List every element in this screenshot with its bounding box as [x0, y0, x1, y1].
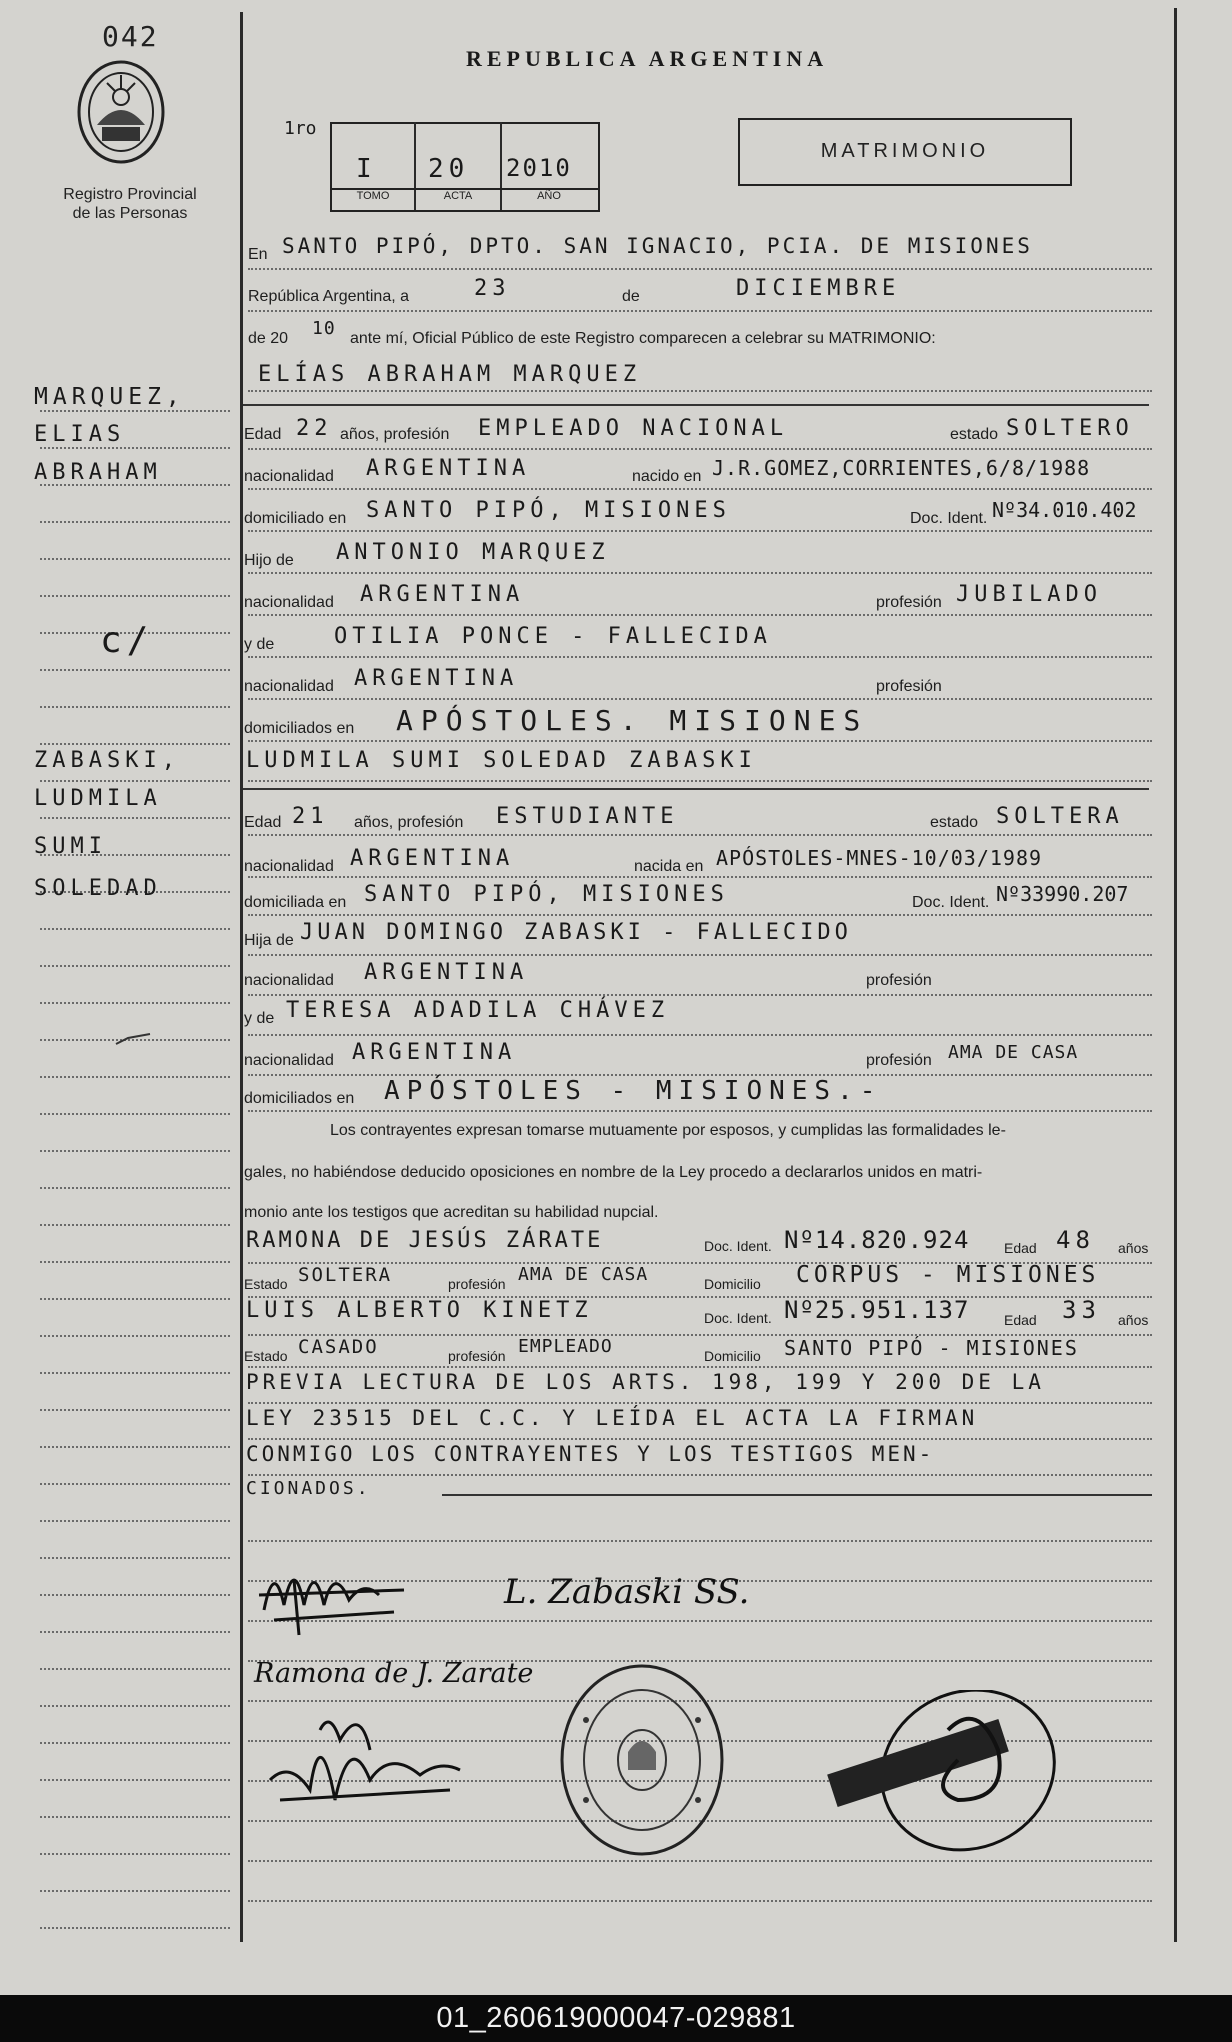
margin-bride-name1: LUDMILA	[34, 786, 162, 811]
margin-rule-line	[40, 928, 230, 930]
body-rule-line	[248, 954, 1152, 956]
groom-mother-nac-label: nacionalidad	[244, 678, 334, 695]
witness1-edad-label: Edad	[1004, 1240, 1037, 1256]
closing-line1: PREVIA LECTURA DE LOS ARTS. 198, 199 Y 200 DE LA	[246, 1370, 1045, 1394]
witness1-domicilio-label: Domicilio	[704, 1276, 761, 1292]
declaration-line2: gales, no habiéndose deducido oposiciones en nombre de la Ley procedo a declararlos unidos en matri-	[244, 1164, 983, 1181]
witness2-doc-label: Doc. Ident.	[704, 1310, 772, 1326]
margin-rule-line	[40, 521, 230, 523]
margin-rule-line	[40, 595, 230, 597]
margin-rule-line	[40, 1409, 230, 1411]
margin-rule-line	[40, 1261, 230, 1263]
groom-estado-label: estado	[950, 426, 999, 443]
bride-mother-profession: AMA DE CASA	[948, 1042, 1079, 1063]
groom-parents-domic-label: domiciliados en	[244, 720, 355, 737]
body-rule-line	[248, 572, 1152, 574]
bride-nac-label: nacionalidad	[244, 858, 334, 875]
margin-bride-name3: SOLEDAD	[34, 876, 162, 901]
month: DICIEMBRE	[736, 276, 901, 301]
margin-rule-line	[40, 780, 230, 782]
bride-father-prof-label: profesión	[866, 972, 932, 989]
witness1-status: SOLTERA	[298, 1264, 393, 1286]
body-rule-line	[248, 530, 1152, 532]
bride-signature: L. Zabaski SS.	[504, 1572, 750, 1612]
year-suffix: 10	[312, 318, 336, 339]
groom-father-label: Hijo de	[244, 552, 294, 569]
closing-dash	[442, 1494, 1152, 1496]
body-rule-line	[248, 1540, 1152, 1542]
registry-name-line2: de las Personas	[72, 205, 188, 222]
country-title: REPUBLICA ARGENTINA	[466, 46, 829, 71]
witness2-edad-label: Edad	[1004, 1312, 1037, 1328]
bride-parents-address: APÓSTOLES - MISIONES.-	[384, 1076, 883, 1106]
tomo-value: I	[356, 154, 377, 184]
margin-groom-surname: MARQUEZ,	[34, 384, 185, 410]
groom-father-nac-label: nacionalidad	[244, 594, 334, 611]
witness2-status: CASADO	[298, 1336, 379, 1358]
ante-text: ante mí, Oficial Público de este Registro comparecen a celebrar su MATRIMONIO:	[350, 330, 936, 347]
margin-rule-line	[40, 1705, 230, 1707]
declaration-line3: monio ante los testigos que acreditan su habilidad nupcial.	[244, 1204, 659, 1221]
bride-full-name: LUDMILA SUMI SOLEDAD ZABASKI	[246, 748, 757, 773]
margin-rule-line	[40, 669, 230, 671]
official-round-stamp-icon	[556, 1660, 728, 1860]
bride-birth: APÓSTOLES-MNES-10/03/1989	[716, 846, 1043, 870]
day: 23	[474, 276, 511, 301]
bride-father-nationality: ARGENTINA	[364, 960, 529, 985]
margin-rule-line	[40, 1372, 230, 1374]
groom-nationality: ARGENTINA	[366, 456, 531, 481]
body-rule-line	[248, 1402, 1152, 1404]
year-prefix: de 20	[248, 330, 289, 347]
body-rule-line	[248, 656, 1152, 658]
witness1-domicile: CORPUS - MISIONES	[796, 1262, 1100, 1288]
bride-father-label: Hija de	[244, 932, 294, 949]
margin-rule-line	[40, 1779, 230, 1781]
bride-mother-label: y de	[244, 1010, 275, 1027]
section-divider-groom	[243, 404, 1149, 406]
margin-rule-line	[40, 1594, 230, 1596]
acta-label: ACTA	[443, 190, 473, 202]
right-margin-rule	[1174, 8, 1177, 1942]
bride-father: JUAN DOMINGO ZABASKI - FALLECIDO	[300, 920, 852, 945]
section-divider-bride	[243, 788, 1149, 790]
witness2-domicilio-label: Domicilio	[704, 1348, 761, 1364]
margin-rule-line	[40, 1113, 230, 1115]
body-rule-line	[248, 448, 1152, 450]
groom-signature-icon	[254, 1550, 414, 1650]
margin-rule-line	[40, 1446, 230, 1448]
body-rule-line	[248, 780, 1152, 782]
margin-rule-line	[40, 965, 230, 967]
body-rule-line	[248, 614, 1152, 616]
witness2-domicile: SANTO PIPÓ - MISIONES	[784, 1336, 1079, 1360]
groom-address: SANTO PIPÓ, MISIONES	[366, 498, 731, 523]
groom-father: ANTONIO MARQUEZ	[336, 540, 610, 565]
margin-rule-line	[40, 706, 230, 708]
groom-mother: OTILIA PONCE - FALLECIDA	[334, 624, 772, 649]
page-number: 042	[102, 20, 159, 53]
official-signature-stamp-icon	[808, 1690, 1078, 1860]
bride-profession: ESTUDIANTE	[496, 804, 679, 829]
groom-father-nationality: ARGENTINA	[360, 582, 525, 607]
margin-rule-line	[40, 1668, 230, 1670]
groom-nacido-label: nacido en	[632, 468, 702, 485]
act-type: MATRIMONIO	[820, 140, 990, 162]
margin-groom-name1: ELIAS	[34, 422, 126, 447]
margin-rule-line	[40, 1187, 230, 1189]
bride-nacida-label: nacida en	[634, 858, 704, 875]
declaration-line1: Los contrayentes expresan tomarse mutuamente por esposos, y cumplidas las formalidades le-	[330, 1122, 1006, 1139]
groom-anos-prof-label: años, profesión	[340, 426, 450, 443]
bride-age: 21	[292, 804, 329, 829]
margin-rule-line	[40, 1483, 230, 1485]
de-label: de	[622, 288, 640, 305]
groom-domic-label: domiciliado en	[244, 510, 347, 527]
margin-rule-line	[40, 1335, 230, 1337]
bride-status: SOLTERA	[996, 804, 1124, 829]
closing-line2: LEY 23515 DEL C.C. Y LEÍDA EL ACTA LA FIRMAN	[246, 1406, 979, 1430]
witness1-age: 48	[1056, 1226, 1095, 1254]
bride-mother-nac-label: nacionalidad	[244, 1052, 334, 1069]
bride-domic-label: domiciliada en	[244, 894, 347, 911]
groom-birth: J.R.GOMEZ,CORRIENTES,6/8/1988	[712, 456, 1091, 480]
margin-rule-line	[40, 1742, 230, 1744]
groom-father-profession: JUBILADO	[956, 582, 1102, 607]
bride-doc: Nº33990.207	[996, 882, 1129, 906]
body-rule-line	[248, 1900, 1152, 1902]
ano-value: 2010	[506, 154, 572, 182]
margin-rule-line	[40, 1927, 230, 1929]
bride-parents-domic-label: domiciliados en	[244, 1090, 355, 1107]
margin-rule-line	[40, 1890, 230, 1892]
witness2-estado-label: Estado	[244, 1348, 288, 1364]
barcode-id-footer: 01_260619000047-029881	[0, 1995, 1232, 2042]
margin-bride-surname: ZABASKI,	[34, 748, 180, 773]
groom-mother-label: y de	[244, 636, 275, 653]
groom-doc: Nº34.010.402	[992, 498, 1137, 522]
body-rule-line	[248, 994, 1152, 996]
groom-mother-nationality: ARGENTINA	[354, 666, 519, 691]
body-rule-line	[248, 834, 1152, 836]
witness2-name: LUIS ALBERTO KINETZ	[246, 1298, 593, 1323]
body-rule-line	[248, 1860, 1152, 1862]
margin-groom-name2: ABRAHAM	[34, 460, 162, 485]
republica-label: República Argentina, a	[248, 288, 409, 305]
body-rule-line	[248, 390, 1152, 392]
ano-label: AÑO	[537, 190, 561, 202]
margin-rule-line	[40, 1557, 230, 1559]
margin-rule-line	[40, 1520, 230, 1522]
body-rule-line	[248, 698, 1152, 700]
registry-name-line1: Registro Provincial	[63, 186, 197, 203]
closing-line4: CIONADOS.	[246, 1478, 371, 1499]
witness1-profession: AMA DE CASA	[518, 1264, 649, 1285]
body-rule-line	[248, 268, 1152, 270]
body-rule-line	[248, 914, 1152, 916]
witness1-name: RAMONA DE JESÚS ZÁRATE	[246, 1228, 604, 1253]
groom-age: 22	[296, 416, 333, 441]
witness2-anos-label: años	[1118, 1312, 1149, 1328]
body-rule-line	[248, 876, 1152, 878]
margin-bride-name2: SUMI	[34, 834, 107, 859]
bride-mother: TERESA ADADILA CHÁVEZ	[286, 998, 670, 1023]
tomo-label: TOMO	[356, 190, 390, 202]
bride-edad-label: Edad	[244, 814, 282, 831]
body-rule-line	[248, 1474, 1152, 1476]
bride-father-nac-label: nacionalidad	[244, 972, 334, 989]
body-rule-line	[248, 1366, 1152, 1368]
margin-rule-line	[40, 817, 230, 819]
body-rule-line	[248, 1438, 1152, 1440]
margin-rule-line	[40, 410, 230, 412]
bride-nationality: ARGENTINA	[350, 846, 515, 871]
bride-estado-label: estado	[930, 814, 979, 831]
left-margin-rule	[240, 12, 243, 1942]
witness2-signature-icon	[260, 1700, 480, 1830]
groom-full-name: ELÍAS ABRAHAM MARQUEZ	[258, 362, 642, 387]
en-label: En	[248, 246, 268, 263]
witness1-anos-label: años	[1118, 1240, 1149, 1256]
groom-father-prof-label: profesión	[876, 594, 942, 611]
witness1-estado-label: Estado	[244, 1276, 288, 1292]
groom-status: SOLTERO	[1006, 416, 1134, 441]
margin-rule-line	[40, 1002, 230, 1004]
margin-rule-line	[40, 1076, 230, 1078]
margin-mark-icon	[114, 1030, 154, 1050]
groom-mother-prof-label: profesión	[876, 678, 942, 695]
body-rule-line	[248, 1110, 1152, 1112]
closing-line3: CONMIGO LOS CONTRAYENTES Y LOS TESTIGOS MEN-	[246, 1442, 935, 1466]
witness1-doc-label: Doc. Ident.	[704, 1238, 772, 1254]
groom-edad-label: Edad	[244, 426, 282, 443]
body-rule-line	[248, 740, 1152, 742]
witness2-profession: EMPLEADO	[518, 1336, 613, 1357]
groom-nac-label: nacionalidad	[244, 468, 334, 485]
margin-rule-line	[40, 1816, 230, 1818]
bride-address: SANTO PIPÓ, MISIONES	[364, 882, 729, 907]
bride-mother-prof-label: profesión	[866, 1052, 932, 1069]
margin-rule-line	[40, 1298, 230, 1300]
witness2-doc: Nº25.951.137	[784, 1296, 970, 1324]
margin-rule-line	[40, 1224, 230, 1226]
body-rule-line	[248, 1034, 1152, 1036]
bride-anos-prof-label: años, profesión	[354, 814, 464, 831]
margin-rule-line	[40, 1150, 230, 1152]
margin-rule-line	[40, 1631, 230, 1633]
witness2-age: 33	[1062, 1296, 1101, 1324]
witness1-signature: Ramona de J. Zarate	[254, 1658, 534, 1689]
groom-doc-label: Doc. Ident.	[910, 510, 988, 527]
acta-value: 20	[428, 154, 470, 184]
groom-profession: EMPLEADO NACIONAL	[478, 416, 789, 441]
body-rule-line	[248, 488, 1152, 490]
provincial-seal-icon	[72, 55, 170, 170]
bride-mother-nationality: ARGENTINA	[352, 1040, 517, 1065]
groom-parents-address: APÓSTOLES. MISIONES	[396, 704, 869, 737]
margin-rule-line	[40, 558, 230, 560]
margin-rule-line	[40, 743, 230, 745]
place: SANTO PIPÓ, DPTO. SAN IGNACIO, PCIA. DE MISIONES	[282, 234, 1033, 258]
bride-doc-label: Doc. Ident.	[912, 894, 990, 911]
witness2-prof-label: profesión	[448, 1348, 506, 1364]
margin-rule-line	[40, 1853, 230, 1855]
margin-connector: c/	[100, 620, 154, 661]
body-rule-line	[248, 310, 1152, 312]
witness1-prof-label: profesión	[448, 1276, 506, 1292]
margin-rule-line	[40, 447, 230, 449]
superscript-mark: 1ro	[284, 118, 317, 139]
witness1-doc: Nº14.820.924	[784, 1226, 970, 1254]
